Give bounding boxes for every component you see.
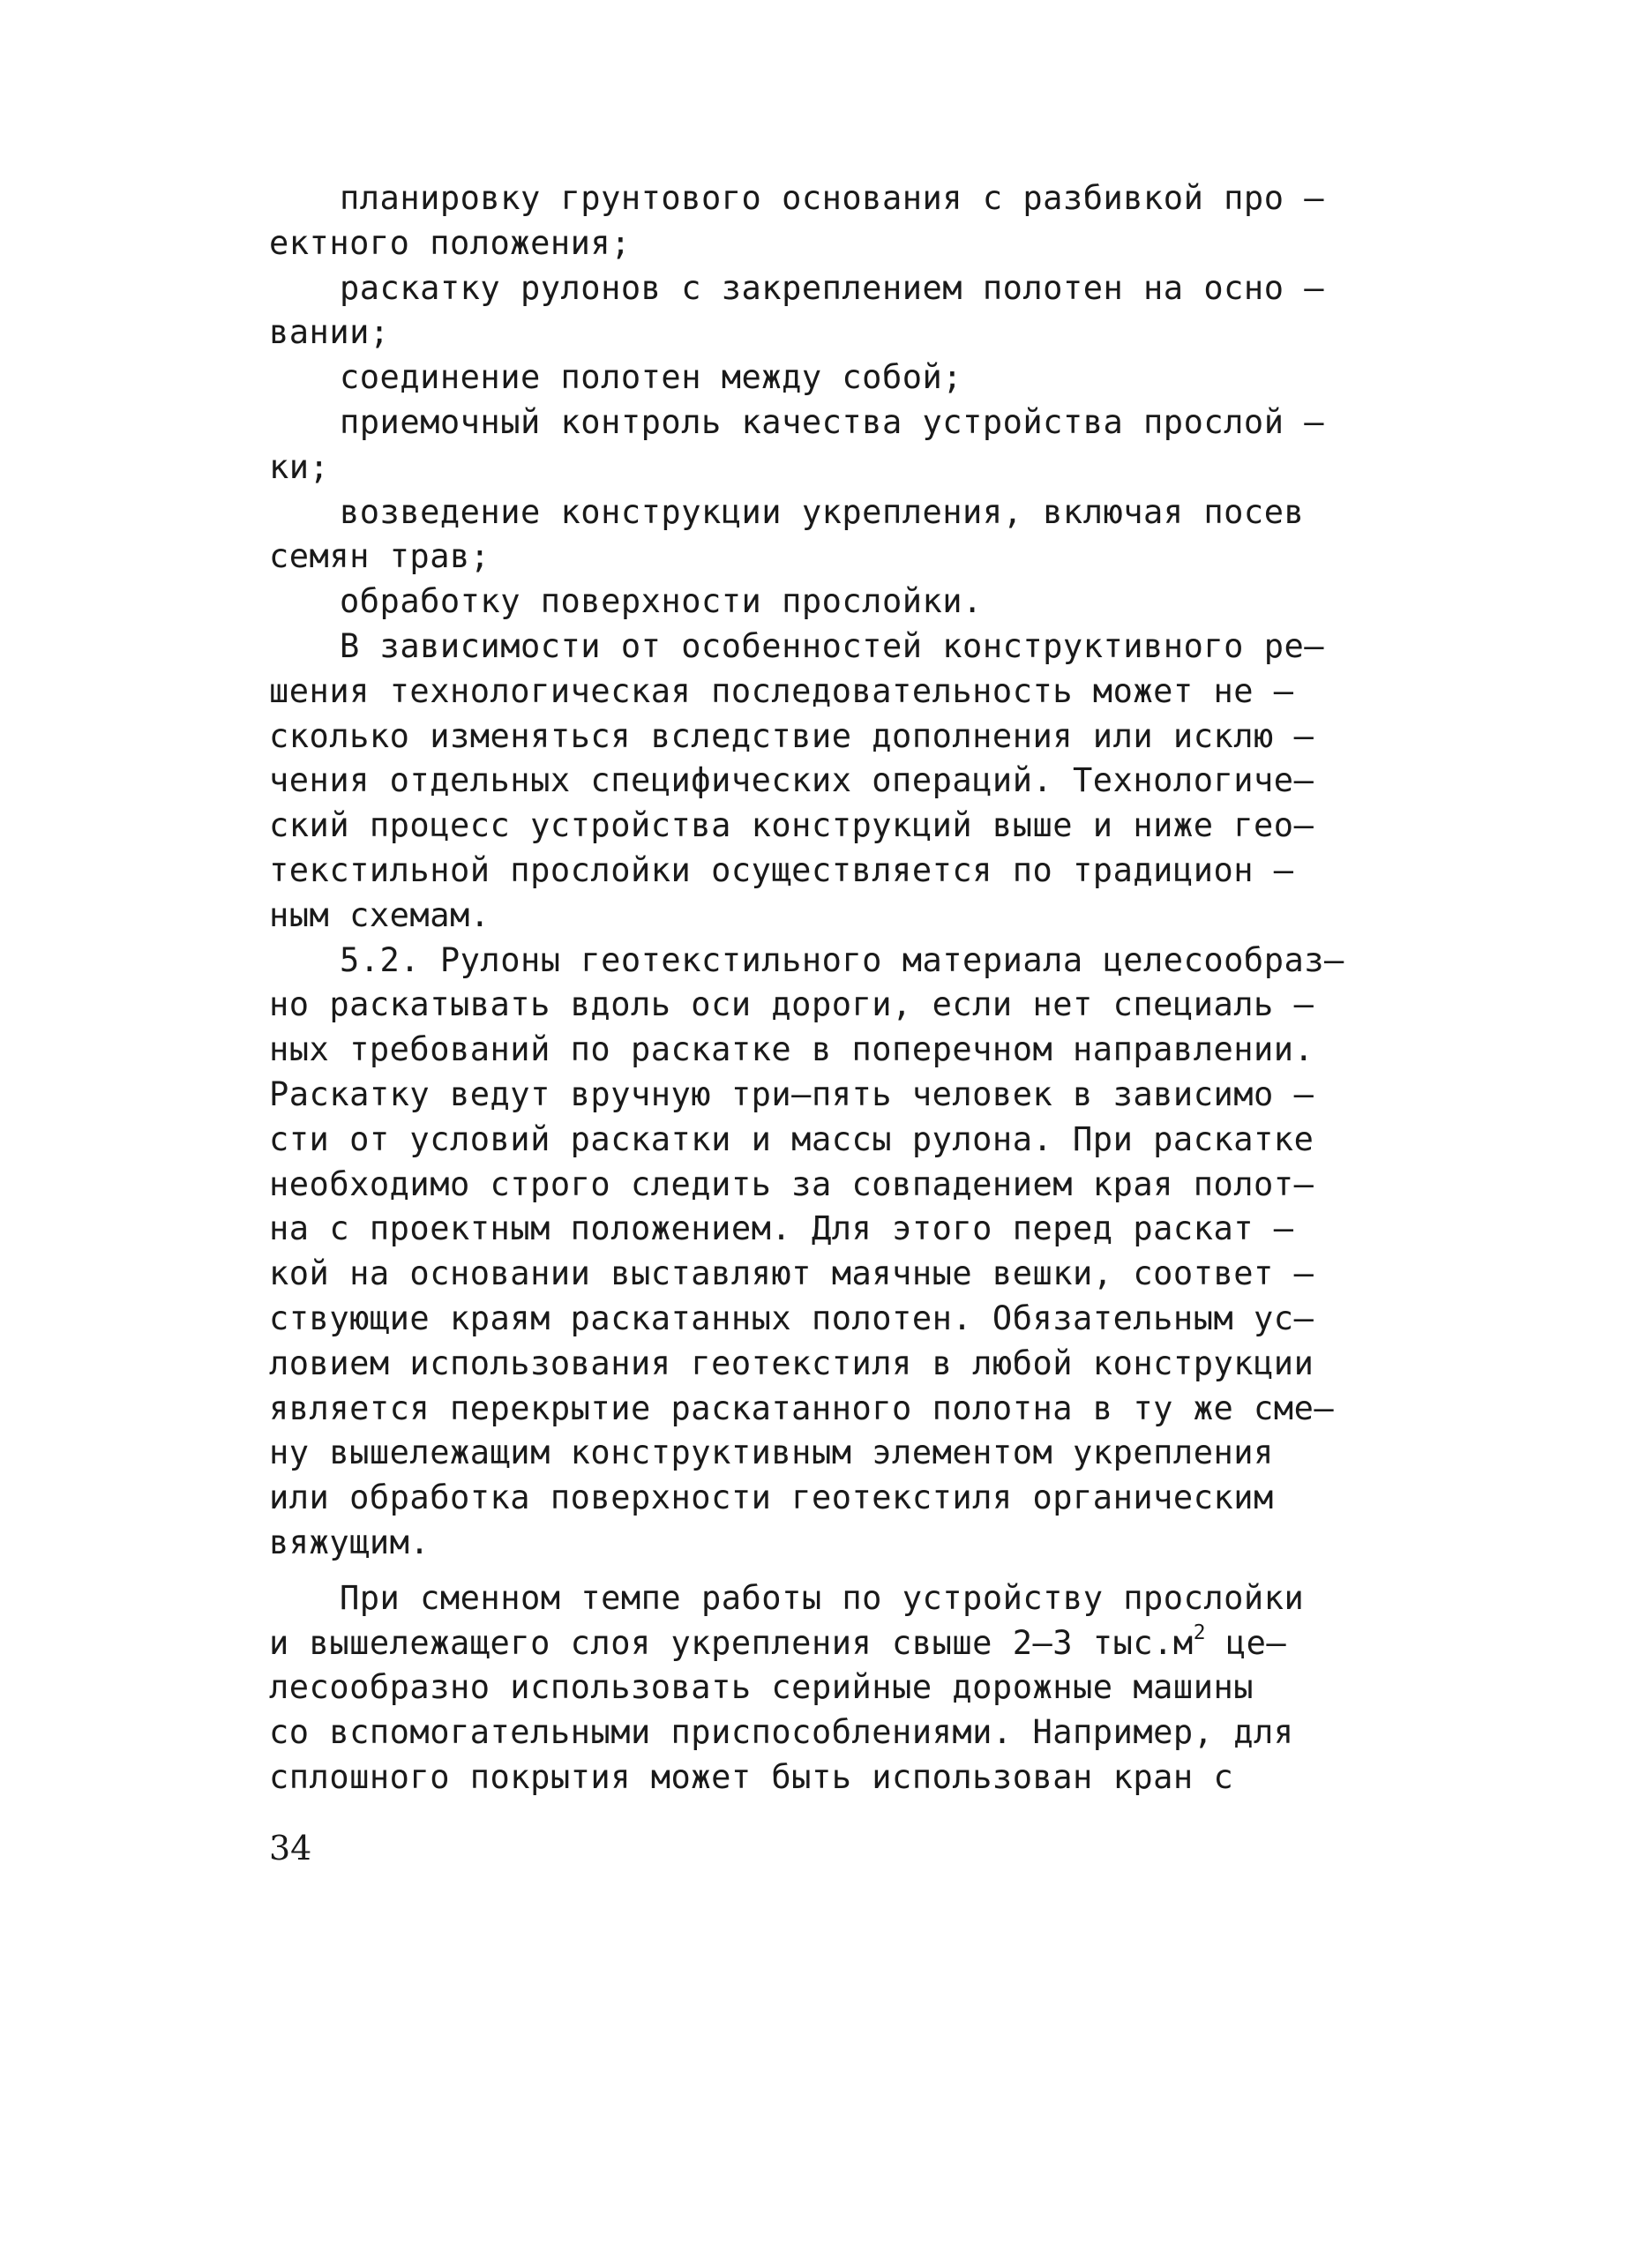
text-span: це– — [1206, 1623, 1287, 1662]
text-line: чения отдельных специфических операций. Технологиче– — [269, 761, 1314, 800]
text-line: вяжущим. — [269, 1523, 431, 1561]
text-line: Раскатку ведут вручную три–пять человек в зависимо – — [269, 1074, 1314, 1113]
text-line: сколько изменяться вследствие дополнения или исклю – — [269, 716, 1314, 755]
text-line: вании; — [269, 313, 390, 352]
text-line: ектного положения; — [269, 223, 631, 262]
text-line: со вспомогательными приспособлениями. Например, для — [269, 1713, 1294, 1752]
text-line: сти от условий раскатки и массы рулона. При раскатке — [269, 1119, 1314, 1158]
text-line: ным схемам. — [269, 895, 491, 934]
text-line: обработку поверхности прослойки. — [340, 582, 983, 621]
text-line: является перекрытие раскатанного полотна в ту же сме– — [269, 1388, 1335, 1427]
text-line: планировку грунтового основания с разбивкой про – — [340, 179, 1325, 217]
text-line: текстильной прослойки осуществляется по традицион – — [269, 850, 1294, 889]
text-line: семян трав; — [269, 537, 491, 576]
text-line-with-superscript — [269, 1621, 1451, 1666]
page-number: 34 — [269, 1829, 312, 1868]
text-line: или обработка поверхности геотекстиля органическим — [269, 1478, 1274, 1517]
text-line: сплошного покрытия может быть использован кран с — [269, 1757, 1234, 1796]
text-line: возведение конструкции укрепления, включая посев — [340, 492, 1305, 531]
text-span: и вышележащего слоя укрепления свыше 2–3 тыс.м — [269, 1623, 1194, 1662]
text-line: ных требований по раскатке в поперечном направлении. — [269, 1030, 1314, 1069]
superscript: 2 — [1193, 1621, 1207, 1644]
text-line: раскатку рулонов с закреплением полотен на осно – — [340, 268, 1325, 307]
text-line: ки; — [269, 447, 330, 486]
text-line: 5.2. Рулоны геотекстильного материала целесообраз– — [340, 940, 1344, 979]
text-line: но раскатывать вдоль оси дороги, если нет специаль – — [269, 985, 1314, 1024]
text-line: кой на основании выставляют маячные вешки, соответ – — [269, 1254, 1314, 1293]
text-line: В зависимости от особенностей конструктивного ре– — [340, 626, 1325, 665]
text-line: ловием использования геотекстиля в любой конструкции — [269, 1344, 1314, 1382]
text-line: ну вышележащим конструктивным элементом укрепления — [269, 1433, 1274, 1472]
body-text — [269, 176, 1451, 1800]
text-line: шения технологическая последовательность может не – — [269, 671, 1294, 710]
text-line: необходимо строго следить за совпадением края полот– — [269, 1164, 1314, 1203]
text-line: ский процесс устройства конструкций выше и ниже гео– — [269, 806, 1314, 845]
text-line: При сменном темпе работы по устройству прослойки — [340, 1578, 1305, 1617]
text-line: на с проектным положением. Для этого перед раскат – — [269, 1209, 1294, 1248]
text-line: соединение полотен между собой; — [340, 358, 963, 397]
text-line: приемочный контроль качества устройства прослой – — [340, 402, 1325, 441]
text-line: лесообразно использовать серийные дорожные машины — [269, 1668, 1254, 1707]
text-line: ствующие краям раскатанных полотен. Обязательным ус– — [269, 1299, 1314, 1337]
paragraph-gap — [269, 1566, 1451, 1576]
